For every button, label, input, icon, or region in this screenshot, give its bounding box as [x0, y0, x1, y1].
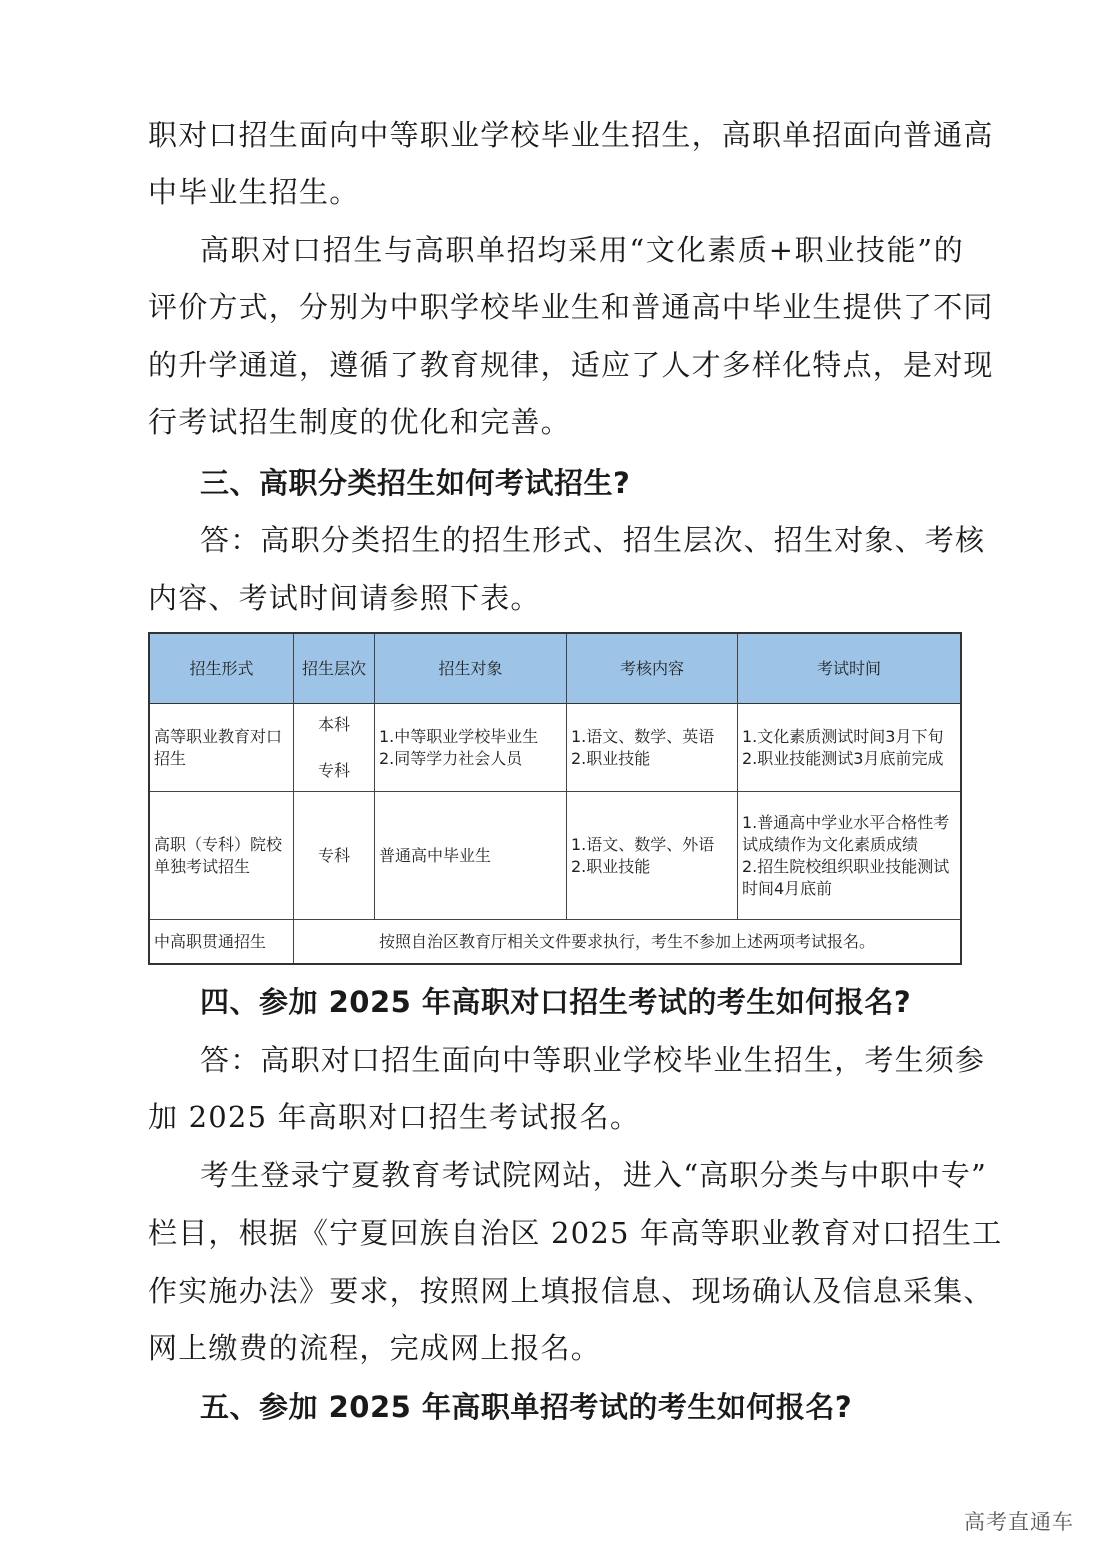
section-heading-4: 四、参加 2025 年高职对口招生考试的考生如何报名?	[200, 985, 912, 1019]
table-cell-level	[294, 704, 375, 792]
table-cell-target	[375, 704, 567, 792]
watermark: 高考直通车	[964, 1510, 1074, 1534]
table-cell-text: 本科	[317, 715, 350, 734]
paragraph-line: 答：高职对口招生面向中等职业学校毕业生招生，考生须参	[200, 1043, 986, 1077]
table-cell-text: 2.招生院校组织职业技能测试时间4月底前	[742, 856, 950, 898]
table-cell-note: 按照自治区教育厅相关文件要求执行，考生不参加上述两项考试报名。	[378, 931, 875, 951]
table-cell-target: 普通高中毕业生	[375, 792, 567, 920]
paragraph-line: 考生登录宁夏教育考试院网站，进入“高职分类与中职中专”	[200, 1158, 988, 1192]
paragraph-line: 内容、考试时间请参照下表。	[148, 581, 541, 615]
table-header-cell: 招生层次	[294, 634, 375, 704]
paragraph-line: 高职对口招生与高职单招均采用“文化素质+职业技能”的	[200, 233, 964, 267]
table-cell-text: 1.中等职业学校毕业生	[379, 726, 539, 746]
paragraph-line: 网上缴费的流程，完成网上报名。	[148, 1331, 602, 1365]
table-cell-form	[150, 792, 294, 920]
paragraph-line: 栏目，根据《宁夏回族自治区 2025 年高等职业教育对口招生工	[148, 1216, 1003, 1250]
section-heading-3: 三、高职分类招生如何考试招生?	[200, 466, 631, 500]
paragraph-line: 的升学通道，遵循了教育规律，适应了人才多样化特点，是对现	[148, 348, 994, 382]
paragraph-line: 中毕业生招生。	[148, 175, 360, 209]
table-cell-text: 2.同等学力社会人员	[379, 748, 523, 768]
table-header-cell: 考核内容	[567, 634, 738, 704]
table-cell-text: 1.语文、数学、外语	[571, 834, 715, 854]
table-cell-text: 1.文化素质测试时间3月下旬	[742, 726, 944, 746]
paragraph-line: 职对口招生面向中等职业学校毕业生招生，高职单招面向普通高	[148, 118, 994, 152]
table-header-cell: 招生对象	[375, 634, 567, 704]
table-cell-level: 专科	[294, 792, 375, 920]
paragraph-line: 作实施办法》要求，按照网上填报信息、现场确认及信息采集、	[148, 1274, 994, 1308]
table-cell-form: 中高职贯通招生	[150, 920, 294, 963]
table-cell-time	[738, 704, 960, 792]
table-cell-text: 2.职业技能	[571, 856, 651, 876]
paragraph-line: 答：高职分类招生的招生形式、招生层次、招生对象、考核	[200, 523, 986, 557]
table-cell-content	[567, 704, 738, 792]
table-cell-form	[150, 704, 294, 792]
admission-table	[148, 632, 962, 965]
table-cell-text: 专科	[317, 761, 350, 780]
table-cell-text: 1.普通高中学业水平合格性考试成绩作为文化素质成绩	[742, 812, 950, 854]
table-cell-text: 高等职业教育对口招生	[154, 726, 283, 768]
paragraph-line: 加 2025 年高职对口招生考试报名。	[148, 1100, 641, 1134]
table-header-cell: 考试时间	[738, 634, 960, 704]
paragraph-line: 评价方式，分别为中职学校毕业生和普通高中毕业生提供了不同	[148, 290, 994, 324]
section-heading-5: 五、参加 2025 年高职单招考试的考生如何报名?	[200, 1390, 853, 1424]
table-cell-time	[738, 792, 960, 920]
table-cell-text: 1.语文、数学、英语	[571, 726, 715, 746]
table-cell-text: 高职（专科）院校单独考试招生	[154, 834, 283, 876]
table-cell-text: 2.职业技能	[571, 748, 651, 768]
paragraph-line: 行考试招生制度的优化和完善。	[148, 405, 571, 439]
table-cell-text: 2.职业技能测试3月底前完成	[742, 748, 944, 768]
table-cell-content	[567, 792, 738, 920]
table-header-cell: 招生形式	[150, 634, 294, 704]
